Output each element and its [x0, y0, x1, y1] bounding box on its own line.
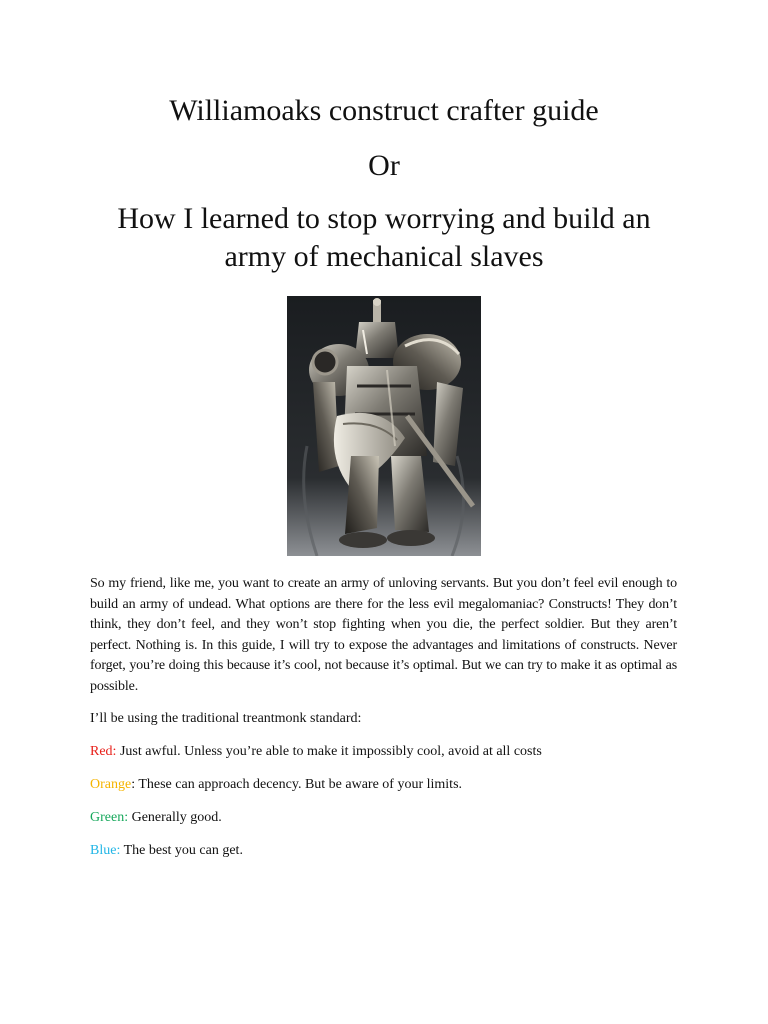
- rating-orange-label: Orange: [90, 776, 132, 792]
- rating-red-text: Just awful. Unless you’re able to make it impossibly cool, avoid at all costs: [116, 743, 542, 759]
- rating-red-label: Red:: [90, 743, 117, 759]
- rating-orange: [90, 775, 677, 796]
- title-connector: Or: [368, 149, 400, 182]
- construct-illustration-art: [287, 296, 481, 556]
- rating-blue-text: The best you can get.: [120, 842, 243, 858]
- rating-green-text: Generally good.: [128, 809, 222, 825]
- rating-green-label: Green:: [90, 809, 129, 825]
- intro-paragraph: So my friend, like me, you want to create an army of unloving servants. But you don’t feel evil enough to build an army of undead. What options are there for the less evil megalomaniac? Constructs! They don’t think, they don’t feel, and they won’t stop fighting when you die, the perfect soldier. But they aren’t perfect. Nothing is. In this guide, I will try to expose the advantages and limitations of constructs. Never forget, you’re doing this because it’s cool, not because it’s optimal. But we can try to make it as optimal as possible.: [90, 576, 677, 694]
- rating-red: [90, 742, 677, 763]
- body-text: [90, 574, 677, 874]
- guide-subtitle: How I learned to stop worrying and build an army of mechanical slaves: [117, 202, 651, 273]
- rating-blue: [90, 841, 677, 862]
- rating-green: [90, 808, 677, 829]
- title-block: [90, 92, 678, 276]
- rating-blue-label: Blue:: [90, 842, 121, 858]
- standard-line: I’ll be using the traditional treantmonk standard:: [90, 710, 362, 726]
- construct-illustration: [287, 296, 481, 556]
- guide-title: Williamoaks construct crafter guide: [169, 94, 599, 127]
- rating-orange-text: : These can approach decency. But be aware of your limits.: [131, 776, 463, 792]
